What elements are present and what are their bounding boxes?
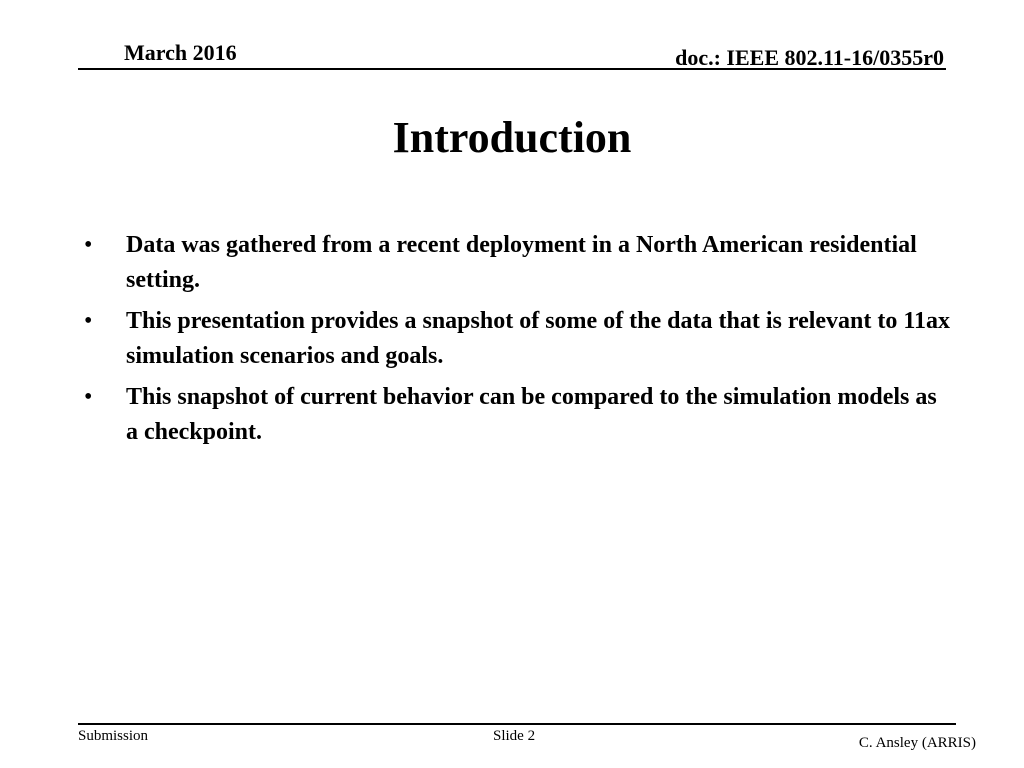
bullet-icon: •	[84, 384, 93, 410]
footer-slide-number: Slide 2	[493, 728, 536, 744]
footer-author: C. Ansley (ARRIS)	[858, 735, 976, 751]
bullet-text: This snapshot of current behavior can be compared to the simulation models as a checkpoint.	[126, 384, 937, 445]
footer-divider	[78, 723, 956, 725]
bullet-item	[84, 228, 954, 298]
footer-submission: Submission	[78, 728, 149, 744]
header-doc-id: doc.: IEEE 802.11-16/0355r0	[675, 45, 944, 70]
bullet-list	[84, 228, 954, 456]
bullet-icon: •	[84, 232, 93, 258]
bullet-item	[84, 380, 954, 450]
bullet-text: This presentation provides a snapshot of some of the data that is relevant to 11ax simulation scenarios and goals.	[126, 308, 951, 369]
header-date: March 2016	[124, 40, 237, 65]
bullet-text: Data was gathered from a recent deployment in a North American residential setting.	[126, 232, 917, 293]
header-divider	[78, 68, 946, 70]
bullet-icon: •	[84, 308, 93, 334]
bullet-item	[84, 304, 954, 374]
slide-title: Introduction	[392, 113, 632, 162]
